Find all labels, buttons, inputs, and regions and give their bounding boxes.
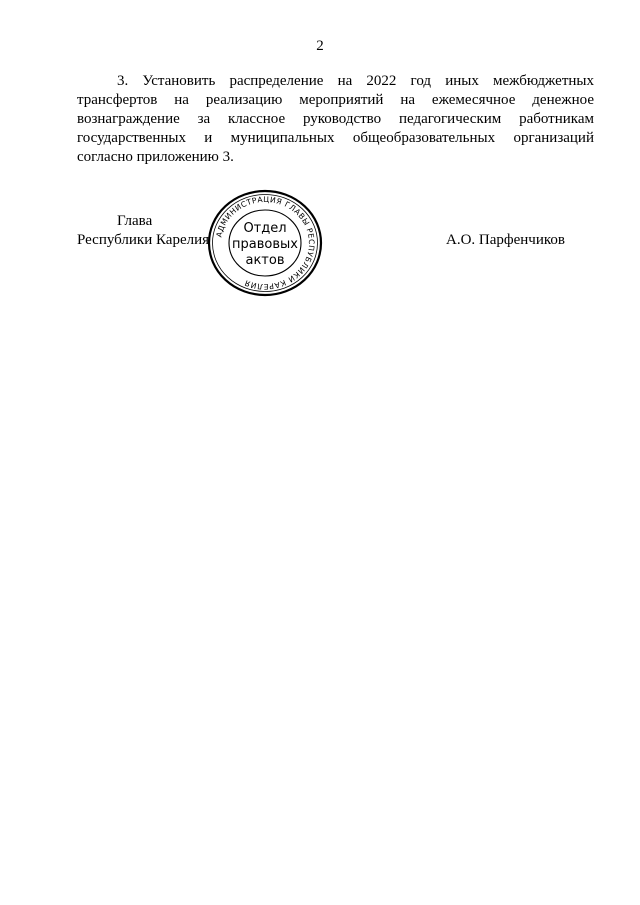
stamp-line-2: правовых [232,237,298,252]
body-paragraph: 3. Установить распределение на 2022 год иных межбюджетных трансфертов на реализацию мероприятий на ежемесячное денежное вознаграждение за классное руководство педагогическим работникам государственных и муниципальных общеобразовательных организаций согласно приложению 3. [77,73,594,165]
signature-organization: Республики Карелия [77,232,210,248]
stamp-line-3: актов [245,253,285,268]
legal-department-stamp [206,188,324,298]
page-number: 2 [316,38,324,54]
stamp-line-1: Отдел [243,221,287,236]
signature-name: А.О. Парфенчиков [446,232,565,248]
stamp-ring-text: АДМИНИСТРАЦИЯ ГЛАВЫ РЕСПУБЛИКИ КАРЕЛИЯ [214,194,317,292]
signature-title: Глава [117,213,153,229]
